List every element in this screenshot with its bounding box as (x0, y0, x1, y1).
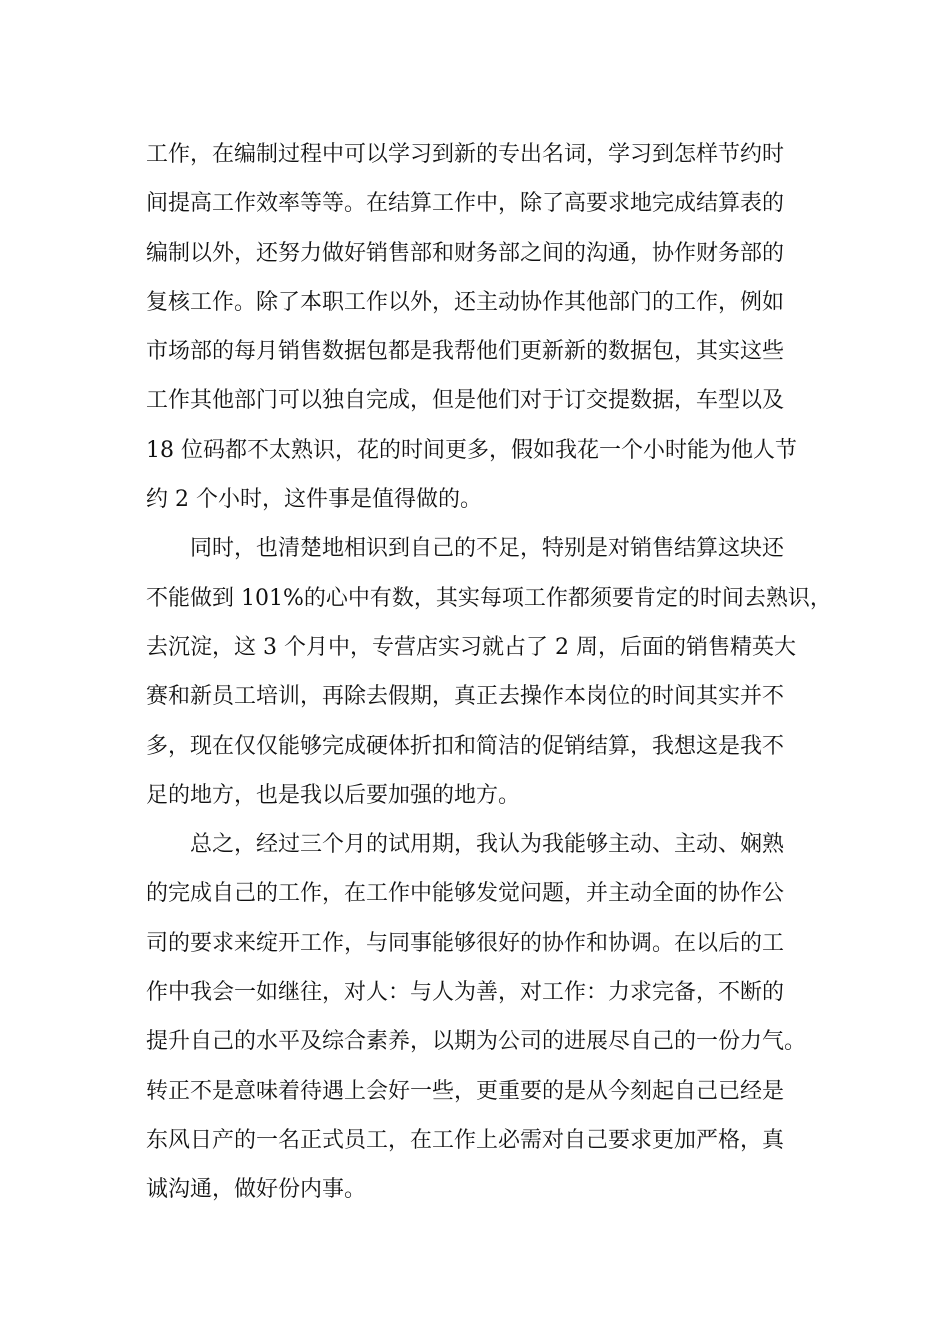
text-line: 诚沟通，做好份内事。 (146, 1177, 367, 1203)
text-line: 18 位码都不太熟识，花的时间更多，假如我花一个小时能为他人节 (146, 437, 797, 463)
text-line: 司的要求来绽开工作，与同事能够很好的协作和协调。在以后的工 (146, 930, 785, 956)
text-line: 市场部的每月销售数据包都是我帮他们更新新的数据包，其实这些 (146, 339, 785, 365)
text-line: 作中我会一如继往，对人：与人为善，对工作：力求完备，不断的 (146, 980, 785, 1006)
text-line: 多，现在仅仅能够完成硬体折扣和简洁的促销结算，我想这是我不 (146, 733, 785, 759)
text-line: 足的地方，也是我以后要加强的地方。 (146, 782, 521, 808)
text-line: 工作其他部门可以独自完成，但是他们对于订交提数据，车型以及 (146, 388, 785, 414)
text-line: 复核工作。除了本职工作以外，还主动协作其他部门的工作，例如 (146, 289, 785, 315)
text-line: 编制以外，还努力做好销售部和财务部之间的沟通，协作财务部的 (146, 240, 785, 266)
text-line: 约 2 个小时，这件事是值得做的。 (146, 487, 482, 513)
paragraph-start-line: 同时，也清楚地相识到自己的不足，特别是对销售结算这块还 (190, 536, 785, 562)
text-line: 间提高工作效率等等。在结算工作中，除了高要求地完成结算表的 (146, 191, 785, 217)
text-line: 的完成自己的工作，在工作中能够发觉问题，并主动全面的协作公 (146, 881, 785, 907)
text-line: 去沉淀，这 3 个月中，专营店实习就占了 2 周，后面的销售精英大 (146, 634, 796, 660)
paragraph-start-line: 总之，经过三个月的试用期，我认为我能够主动、主动、娴熟 (190, 832, 785, 858)
text-line: 不能做到 101%的心中有数，其实每项工作都须要肯定的时间去熟识， (146, 585, 832, 611)
document-body (146, 130, 832, 1215)
text-line: 提升自己的水平及综合素养，以期为公司的进展尽自己的一份力气。 (146, 1029, 807, 1055)
text-line: 赛和新员工培训，再除去假期，真正去操作本岗位的时间其实并不 (146, 684, 785, 710)
text-line: 工作，在编制过程中可以学习到新的专出名词，学习到怎样节约时 (146, 142, 785, 167)
text-line: 东风日产的一名正式员工，在工作上必需对自己要求更加严格，真 (146, 1127, 785, 1153)
text-line: 转正不是意味着待遇上会好一些，更重要的是从今刻起自己已经是 (146, 1078, 785, 1104)
